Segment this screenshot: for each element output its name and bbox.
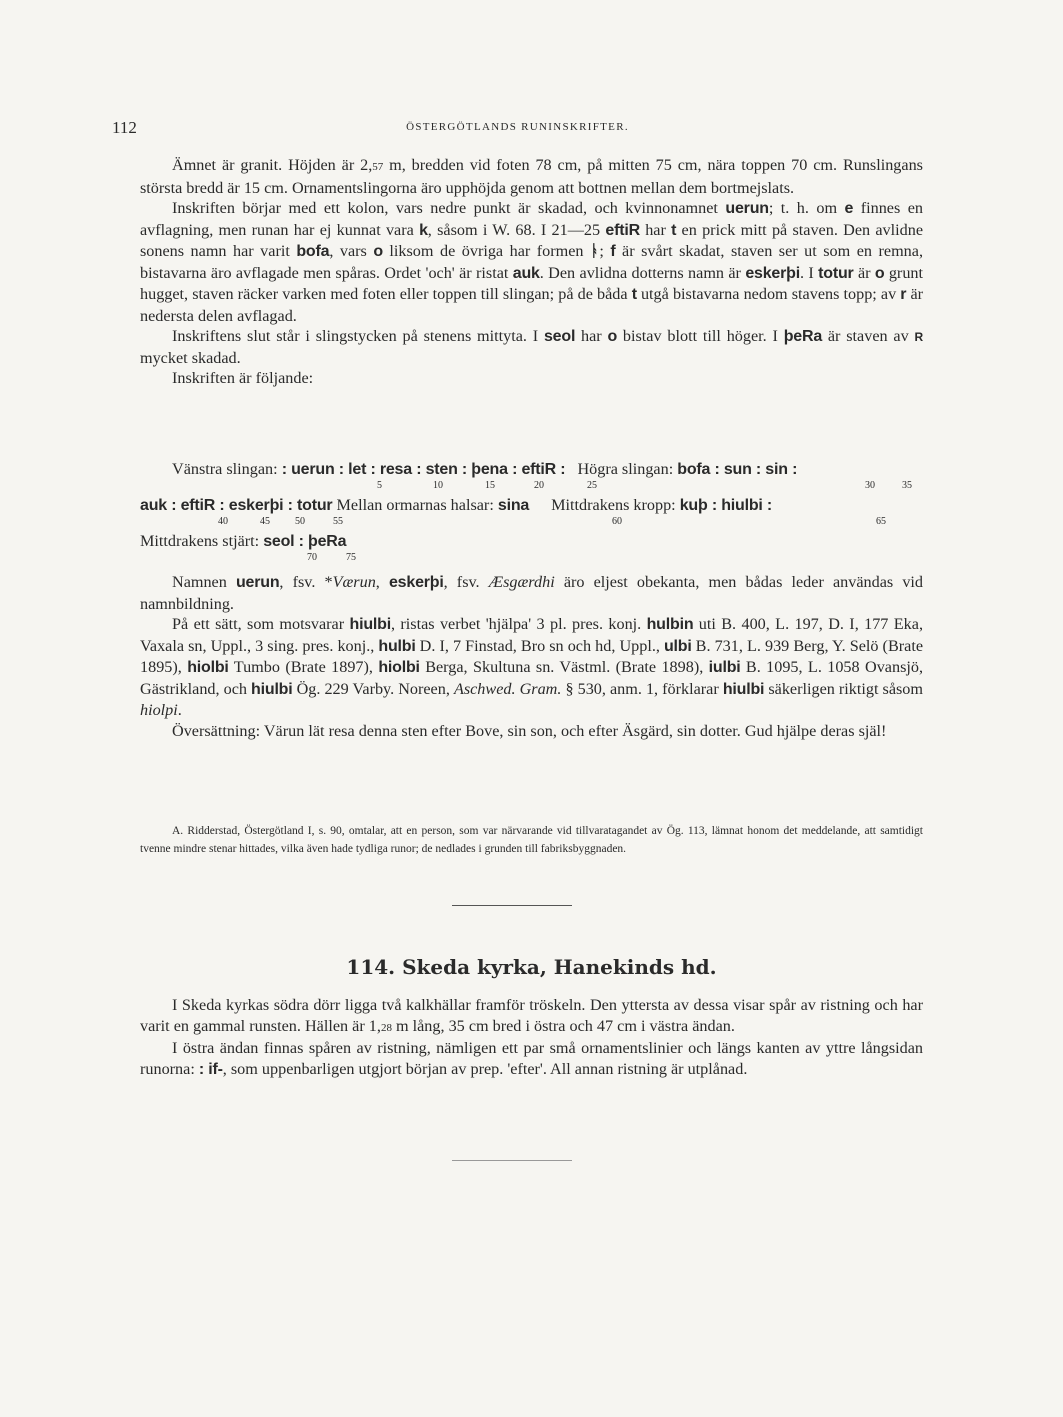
paragraph-inscription-end: Inskriftens slut står i slingstycken på stenens mittyta. I seol har o bistav blott till höger. I þeRa är staven av R mycket skadad. (140, 327, 923, 367)
paragraph-verb-forms: På ett sätt, som motsvarar hiulbi, ristas verbet 'hjälpa' 3 pl. pres. konj. hulbin uti B. 400, L. 197, D. I, 177 Eka, Vaxala sn, Uppl., 3 sing. pres. konj., hulbi D. I, 7 Finstad, Bro sn och hd, Uppl., ulbi B. 731, L. 939 Berg, Y. Selö (Brate 1895), hiolbi Tumbo (Brate 1897), hiolbi Berga, Skultuna sn. Västml. (Brate 1898), iulbi B. 1095, L. 1058 Ovansjö, Gästrikland, och hiulbi Ög. 229 Varby. Noreen, Aschwed. Gram. § 530, anm. 1, förklarar hiulbi säkerligen riktigt såsom hiolpi. (140, 615, 924, 719)
paragraph-skeda-traces: I östra ändan finnas spåren av ristning, nämligen ett par små ornamentslinier och längs kanten av yttre långsidan runorna: : if-, som uppenbarligen utgjort början av prep. 'efter'. All annan ristning är utplånad. (140, 1039, 923, 1078)
rune-glyph: ᚭ (590, 243, 600, 260)
paragraph-inscription-intro: Inskriften är följande: (172, 369, 314, 387)
footnote: A. Ridderstad, Östergötland I, s. 90, omtalar, att en person, som var närvarande vid tillvaratagandet av Ög. 113, lämnat honom det meddelande, att samtidigt tvenne mindre stenar hittades, vilka även hade tydliga runor; de nedlades i grunden till fabriksbyggnaden. (140, 825, 923, 855)
rune-numbering-3: 70 75 (307, 552, 356, 563)
inscription-transcription (140, 460, 923, 568)
paragraph-stone-description: Ämnet är granit. Höjden är 2,57 m, bredden vid foten 78 cm, på mitten 75 cm, nära toppen 70 cm. Runslingans största bredd är 15 cm. Ornamentslingorna äro upphöjda genom att bottnen mellan dem bortmejslats. (140, 156, 923, 197)
inscription-line-1: Vänstra slingan: : uerun : let : resa : sten : þena : eftiR : Högra slingan: bofa : sun : sin : (172, 460, 798, 478)
main-text-lower (140, 572, 923, 741)
paragraph-translation: Översättning: Värun lät resa denna sten efter Bove, sin son, och efter Äsgärd, sin dotter. Gud hjälpe deras själ! (172, 721, 887, 740)
running-title: ÖSTERGÖTLANDS RUNINSKRIFTER. (406, 121, 629, 133)
section-heading: 114. Skeda kyrka, Hanekinds hd. (346, 955, 717, 979)
inscription-line-2: auk : eftiR : eskerþi : totur Mellan ormarnas halsar: sina Mittdrakens kropp: kuþ : hiulbi : (140, 496, 773, 514)
inscription-line-3: Mittdrakens stjärt: seol : þeRa (140, 532, 347, 550)
main-text-upper (140, 155, 923, 389)
end-divider (452, 1160, 572, 1161)
paragraph-skeda-description: I Skeda kyrkas södra dörr ligga två kalkhällar framför tröskeln. Den yttersta av dessa visar spår av ristning och har varit en gammal runsten. Hällen är 1,28 m lång, 35 cm bred i östra och 47 cm i västra ändan. (140, 996, 923, 1035)
page-number: 112 (112, 118, 137, 137)
rune-numbering-2: 40 45 50 55 60 65 (218, 516, 886, 527)
rune-numbering-1: 5 10 15 20 25 30 35 (377, 480, 912, 491)
paragraph-inscription-notes: Inskriften börjar med ett kolon, vars nedre punkt är skadad, och kvinnonamnet uerun; t. h. om e finnes en avflagning, men runan har ej kunnat vara k, såsom i W. 68. I 21—25 eftiR har t en prick mitt på staven. Den avlidne sonens namn har varit bofa, vars o liksom de övriga har formen ᚭ; f är svårt skadat, staven ser ut som en remna, bistavarna äro avflagade men spåras. Ordet 'och' är ristat auk. Den avlidna dotterns namn är eskerþi. I totur är o grunt hugget, staven räcker varken med foten eller toppen till slingan; på de båda t utgå bistavarna nedom stavens topp; av r är nedersta delen avflagad. (140, 199, 924, 325)
page-header (112, 118, 923, 140)
paragraph-names: Namnen uerun, fsv. *Værun, eskerþi, fsv. Æsgærdhi äro eljest obekanta, men bådas leder användas vid namnbildning. (140, 573, 924, 613)
section-divider (452, 905, 572, 906)
section-114-text (140, 995, 923, 1080)
